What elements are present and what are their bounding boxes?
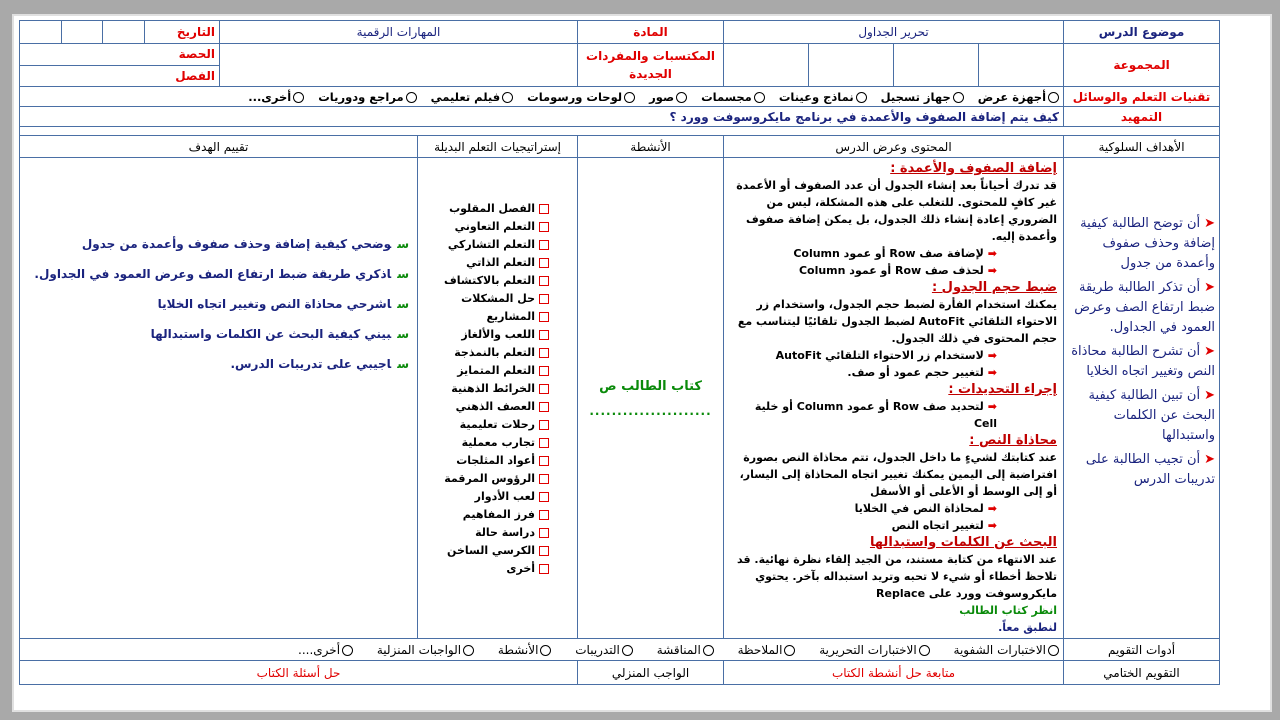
content-cell: [724, 158, 1064, 639]
technique-option[interactable]: فيلم تعليمي: [431, 90, 513, 104]
technique-option[interactable]: نماذج وعينات: [779, 90, 867, 104]
strategy-item[interactable]: التعلم المتمايز: [422, 362, 549, 380]
evaluation-item: سبيني كيفية البحث عن الكلمات واستبدالها: [150, 327, 410, 341]
bullet: ➡لتغيير حجم عمود أو صف.: [847, 366, 998, 379]
bullet: ➡لتحديد صف Row أو عمود Column أو خلية Cell: [754, 400, 998, 430]
techniques-options: [20, 87, 1064, 107]
goals-cell: [1064, 158, 1220, 639]
goal-item: ➤أن تجيب الطالبة على تدريبات الدرس: [1085, 452, 1216, 487]
strategy-item[interactable]: التعلم الذاتي: [422, 254, 549, 272]
goal-item: ➤أن تذكر الطالبة طريقة ضبط ارتفاع الصف وعرض العمود في الجداول.: [1074, 280, 1216, 335]
lesson-plan-table: [19, 20, 1220, 685]
strategy-item[interactable]: فرز المفاهيم: [422, 506, 549, 524]
section-title: إضافة الصفوف والأعمدة :: [890, 161, 1058, 176]
technique-option[interactable]: صور: [649, 90, 687, 104]
col-activities: الأنشطة: [578, 136, 724, 158]
date-label: التاريخ: [144, 21, 219, 43]
strategy-item[interactable]: أعواد المثلجات: [422, 452, 549, 470]
vocab-label: المكتسبات والمفردات الجديدة: [578, 44, 724, 87]
closing-label: التقويم الختامي: [1064, 661, 1220, 685]
bullet: ➡لحذف صف Row أو عمود Column: [798, 264, 998, 277]
activity-dots: ......................: [589, 403, 712, 418]
practice-note: لنطبق معاً.: [998, 621, 1058, 634]
col-strategies: إستراتيجيات التعلم البديلة: [418, 136, 578, 158]
assessment-option[interactable]: الاختبارات الشفوية: [944, 643, 1059, 657]
strategy-item[interactable]: المشاريع: [422, 308, 549, 326]
evaluation-item: ساشرحي محاذاة النص وتغيير اتجاه الخلايا: [157, 297, 410, 311]
techniques-label: تقنيات التعلم والوسائل: [1064, 87, 1220, 107]
bullet: ➡لإضافة صف Row أو عمود Column: [793, 247, 998, 260]
intro-label: التمهيد: [1064, 107, 1220, 127]
goal-item: ➤أن توضح الطالبة كيفية إضافة وحذف صفوف وأعمدة من جدول: [1080, 216, 1216, 271]
homework-value: حل أسئلة الكتاب: [20, 661, 578, 685]
strategy-item[interactable]: أخرى: [422, 560, 549, 578]
assessment-option[interactable]: التدريبات: [565, 643, 633, 657]
period-class-block: [20, 44, 220, 87]
group-cells: [724, 44, 1064, 87]
goal-item: ➤أن تشرح الطالبة محاذاة النص وتغيير اتجاه الخلايا: [1071, 344, 1216, 379]
assessment-option[interactable]: المناقشة: [647, 643, 714, 657]
class-label: الفصل: [175, 69, 215, 83]
assessment-option[interactable]: أخرى....: [288, 643, 353, 657]
date-block: [20, 21, 220, 44]
technique-option[interactable]: جهاز تسجيل: [881, 90, 964, 104]
subject-label: المادة: [578, 21, 724, 44]
closing-value: متابعة حل أنشطة الكتاب: [724, 661, 1064, 685]
strategy-item[interactable]: الرؤوس المرقمة: [422, 470, 549, 488]
book-reference: انظر كتاب الطالب: [959, 604, 1058, 617]
topic-value: تحرير الجداول: [724, 21, 1064, 44]
lesson-plan-sheet: [19, 20, 1219, 685]
technique-option[interactable]: لوحات ورسومات: [527, 90, 635, 104]
strategy-item[interactable]: التعلم التعاوني: [422, 218, 549, 236]
strategy-item[interactable]: حل المشكلات: [422, 290, 549, 308]
technique-option[interactable]: مراجع ودوريات: [318, 90, 416, 104]
assessment-options: [20, 639, 1064, 661]
strategy-item[interactable]: الكرسي الساخن: [422, 542, 549, 560]
col-goals: الأهداف السلوكية: [1064, 136, 1220, 158]
section-text: عند كتابتك لشيءٍ ما داخل الجدول، تتم محاذاة النص بصورة افتراضية إلى اليمين يمكنك تغيير اتجاه المحاذاة إلى اليسار، أو إلى الوسط أو الأعلى أو الأسفل: [739, 451, 1058, 498]
strategy-item[interactable]: العصف الذهني: [422, 398, 549, 416]
evaluation-item: ساجيبي على تدريبات الدرس.: [230, 357, 410, 371]
strategy-item[interactable]: لعب الأدوار: [422, 488, 549, 506]
homework-label: الواجب المنزلي: [578, 661, 724, 685]
evaluation-item: ساذكري طريقة ضبط ارتفاع الصف وعرض العمود في الجداول.: [34, 267, 410, 281]
topic-label: موضوع الدرس: [1064, 21, 1220, 44]
assessment-option[interactable]: الواجبات المنزلية: [367, 643, 474, 657]
subject-value: المهارات الرقمية: [220, 21, 578, 44]
strategies-cell: [418, 158, 578, 639]
section-title: البحث عن الكلمات واستبدالها: [869, 535, 1058, 550]
evaluation-cell: [20, 158, 418, 639]
vocab-value: [220, 44, 578, 87]
strategy-item[interactable]: التعلم التشاركي: [422, 236, 549, 254]
section-title: محاذاة النص :: [969, 433, 1058, 448]
period-label: الحصة: [20, 44, 219, 66]
strategy-item[interactable]: دراسة حالة: [422, 524, 549, 542]
strategy-item[interactable]: الخرائط الذهنية: [422, 380, 549, 398]
assessment-option[interactable]: الاختبارات التحريرية: [809, 643, 929, 657]
technique-option[interactable]: أخرى...: [248, 90, 304, 104]
section-text: يمكنك استخدام الفأرة لضبط حجم الجدول، واستخدام زر الاحتواء التلقائي AutoFit لضبط الجدول تلقائيًا ليتناسب مع حجم المحتوى في ذلك الجدول.: [737, 298, 1058, 345]
activity-text: كتاب الطالب ص: [599, 378, 702, 394]
intro-question: كيف يتم إضافة الصفوف والأعمدة في برنامج مايكروسوفت وورد ؟: [20, 107, 1064, 127]
group-label: المجموعة: [1064, 44, 1220, 87]
activities-cell: [578, 158, 724, 639]
technique-option[interactable]: مجسمات: [701, 90, 765, 104]
technique-option[interactable]: أجهزة عرض: [978, 90, 1059, 104]
strategy-item[interactable]: التعلم بالنمذجة: [422, 344, 549, 362]
assessment-option[interactable]: الأنشطة: [488, 643, 552, 657]
strategy-item[interactable]: الفصل المقلوب: [422, 200, 549, 218]
section-text: قد تدرك أحياناً بعد إنشاء الجدول أن عدد الصفوف أو الأعمدة غير كافٍ للمحتوى. للتغلب على هذه المشكلة، ليس من الضروري إعادة إنشاء ذلك الجدول، بل يمكن إضافة صفوف وأعمدة إليه.: [736, 179, 1058, 243]
section-title: إجراء التحديدات :: [948, 382, 1058, 397]
strategy-item[interactable]: اللعب والألغاز: [422, 326, 549, 344]
bullet: ➡لاستخدام زر الاحتواء التلقائي AutoFit: [775, 349, 998, 362]
bullet: ➡لمحاذاة النص في الخلايا: [854, 502, 998, 515]
strategy-item[interactable]: تجارب معملية: [422, 434, 549, 452]
assessment-option[interactable]: الملاحظة: [728, 643, 796, 657]
section-title: ضبط حجم الجدول :: [931, 280, 1058, 295]
strategy-item[interactable]: التعلم بالاكتشاف: [422, 272, 549, 290]
col-evaluation: تقييم الهدف: [20, 136, 418, 158]
assessment-label: أدوات التقويم: [1064, 639, 1220, 661]
strategy-item[interactable]: رحلات تعليمية: [422, 416, 549, 434]
section-text: عند الانتهاء من كتابة مستند، من الجيد إلقاء نظرة نهائية. قد تلاحظ أخطاء أو شيء لا تحبه وتريد استبداله بآخر. يحتوي مايكروسوفت وورد على Replace: [737, 553, 1058, 600]
evaluation-item: سوضحي كيفية إضافة وحذف صفوف وأعمدة من جدول: [81, 237, 410, 251]
col-content: المحتوى وعرض الدرس: [724, 136, 1064, 158]
bullet: ➡لتغيير اتجاه النص: [891, 519, 998, 532]
goal-item: ➤أن تبين الطالبة كيفية البحث عن الكلمات واستبدالها: [1088, 388, 1216, 443]
